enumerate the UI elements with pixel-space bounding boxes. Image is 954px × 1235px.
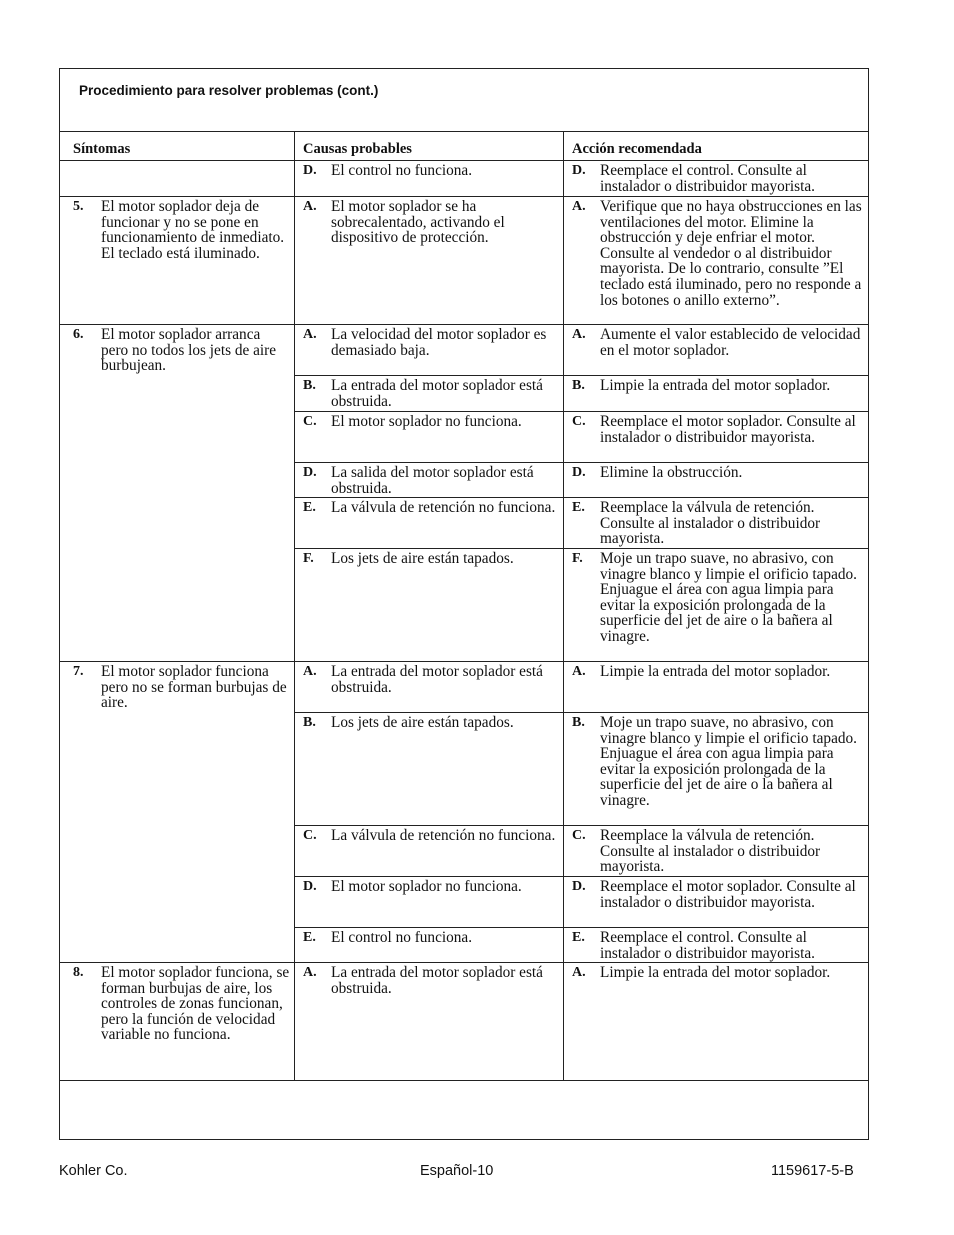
cause-cell-marker: D. [303,465,317,480]
action-cell-marker: A. [572,327,586,342]
action-cell-marker: A. [572,664,586,679]
row-divider [294,462,869,463]
action-cell-marker: B. [572,715,585,730]
row-divider [294,927,869,928]
cause-cell-text: El control no funciona. [331,929,473,946]
section-title: Procedimiento para resolver problemas (cont.) [79,83,379,98]
cause-cell-text: Los jets de aire están tapados. [331,550,514,567]
action-cell-marker: B. [572,378,585,393]
row-divider [294,825,869,826]
symptom-cell-marker: 7. [73,664,84,679]
table-bottom-rule [59,1080,869,1081]
action-cell-text: Moje un trapo suave, no abrasivo, con vinagre blanco y limpie el orificio tapado. Enjuague el área con agua limpia para evitar la exposición prolongada de la superficie del jet de aire o la bañera al vinagre. [600,550,857,645]
row-divider [294,876,869,877]
cause-cell-marker: A. [303,199,317,214]
cause-cell-text: La velocidad del motor soplador es demasiado baja. [331,326,547,359]
symptom-cell-marker: 8. [73,965,84,980]
action-cell-text: Reemplace el control. Consulte al instalador o distribuidor mayorista. [600,929,815,962]
action-cell-text: Reemplace la válvula de retención. Consulte al instalador o distribuidor mayorista. [600,827,821,876]
cause-cell-text: La entrada del motor soplador está obstruida. [331,663,543,696]
action-cell-marker: E. [572,500,585,515]
cause-cell-text: La entrada del motor soplador está obstruida. [331,964,543,997]
cause-cell-marker: A. [303,664,317,679]
action-cell-text: Limpie la entrada del motor soplador. [600,964,831,981]
cause-cell-marker: A. [303,327,317,342]
cause-cell-marker: A. [303,965,317,980]
cause-cell-text: La entrada del motor soplador está obstruida. [331,377,543,410]
cause-cell-marker: C. [303,828,317,843]
action-cell-marker: D. [572,465,586,480]
cause-cell-text: La salida del motor soplador está obstruida. [331,464,534,497]
action-cell-marker: C. [572,828,586,843]
row-divider [59,196,869,197]
action-cell-text: Reemplace el motor soplador. Consulte al instalador o distribuidor mayorista. [600,413,856,446]
action-cell-marker: D. [572,163,586,178]
header-actions: Acción recomendada [572,141,702,157]
cause-cell-text: La válvula de retención no funciona. [331,499,556,516]
cause-cell-marker: B. [303,715,316,730]
action-cell-text: Verifique que no haya obstrucciones en las ventilaciones del motor. Elimine la obstrucción y deje enfriar el motor. Consulte al vendedor o al distribuidor mayorista. De lo contrario, consulte ”El teclado está iluminado, pero no responde a los botones o anillo externo”. [600,198,862,309]
cause-cell-text: Los jets de aire están tapados. [331,714,514,731]
cause-cell-text: La válvula de retención no funciona. [331,827,556,844]
action-cell-marker: E. [572,930,585,945]
row-divider [59,661,869,662]
action-cell-text: Limpie la entrada del motor soplador. [600,377,831,394]
action-cell-text: Reemplace la válvula de retención. Consulte al instalador o distribuidor mayorista. [600,499,821,548]
action-cell-text: Reemplace el motor soplador. Consulte al instalador o distribuidor mayorista. [600,878,856,911]
row-divider [294,411,869,412]
action-cell-marker: A. [572,199,586,214]
cause-cell-marker: D. [303,163,317,178]
action-cell-marker: D. [572,879,586,894]
header-symptoms: Síntomas [73,141,131,157]
cause-cell-text: El motor soplador no funciona. [331,413,522,430]
cause-cell-marker: F. [303,551,314,566]
symptom-cell-text: El motor soplador funciona pero no se forman burbujas de aire. [101,663,287,712]
row-divider [294,548,869,549]
column-divider-1 [294,131,295,1081]
row-divider [294,375,869,376]
cause-cell-marker: E. [303,500,316,515]
action-cell-text: Elimine la obstrucción. [600,464,743,481]
row-divider [294,497,869,498]
header-rule [59,160,869,161]
symptom-cell-marker: 5. [73,199,84,214]
row-divider [59,962,869,963]
cause-cell-marker: D. [303,879,317,894]
cause-cell-marker: E. [303,930,316,945]
cause-cell-marker: C. [303,414,317,429]
cause-cell-text: El motor soplador se ha sobrecalentado, activando el dispositivo de protección. [331,198,505,247]
row-divider [59,324,869,325]
symptom-cell-text: El motor soplador funciona, se forman burbujas de aire, los controles de zonas funcionan, pero la función de velocidad variable no funciona. [101,964,290,1044]
table-top-rule [59,131,869,132]
symptom-cell-text: El motor soplador arranca pero no todos los jets de aire burbujean. [101,326,277,375]
symptom-cell-text: El motor soplador deja de funcionar y no se pone en funcionamiento de inmediato. El teclado está iluminado. [101,198,285,262]
footer-doc-number: 1159617-5-B [771,1163,854,1179]
action-cell-marker: C. [572,414,586,429]
action-cell-text: Reemplace el control. Consulte al instalador o distribuidor mayorista. [600,162,815,195]
cause-cell-marker: B. [303,378,316,393]
action-cell-text: Limpie la entrada del motor soplador. [600,663,831,680]
header-causes: Causas probables [303,141,412,157]
row-divider [294,712,869,713]
footer-page-number: Español-10 [420,1163,494,1179]
cause-cell-text: El motor soplador no funciona. [331,878,522,895]
column-divider-2 [563,131,564,1081]
action-cell-marker: A. [572,965,586,980]
symptom-cell-marker: 6. [73,327,84,342]
action-cell-text: Aumente el valor establecido de velocidad en el motor soplador. [600,326,861,359]
action-cell-text: Moje un trapo suave, no abrasivo, con vinagre blanco y limpie el orificio tapado. Enjuague el área con agua limpia para evitar la exposición prolongada de la superficie del jet de aire o la bañera al vinagre. [600,714,857,809]
action-cell-marker: F. [572,551,583,566]
cause-cell-text: El control no funciona. [331,162,473,179]
footer-company: Kohler Co. [59,1163,128,1179]
